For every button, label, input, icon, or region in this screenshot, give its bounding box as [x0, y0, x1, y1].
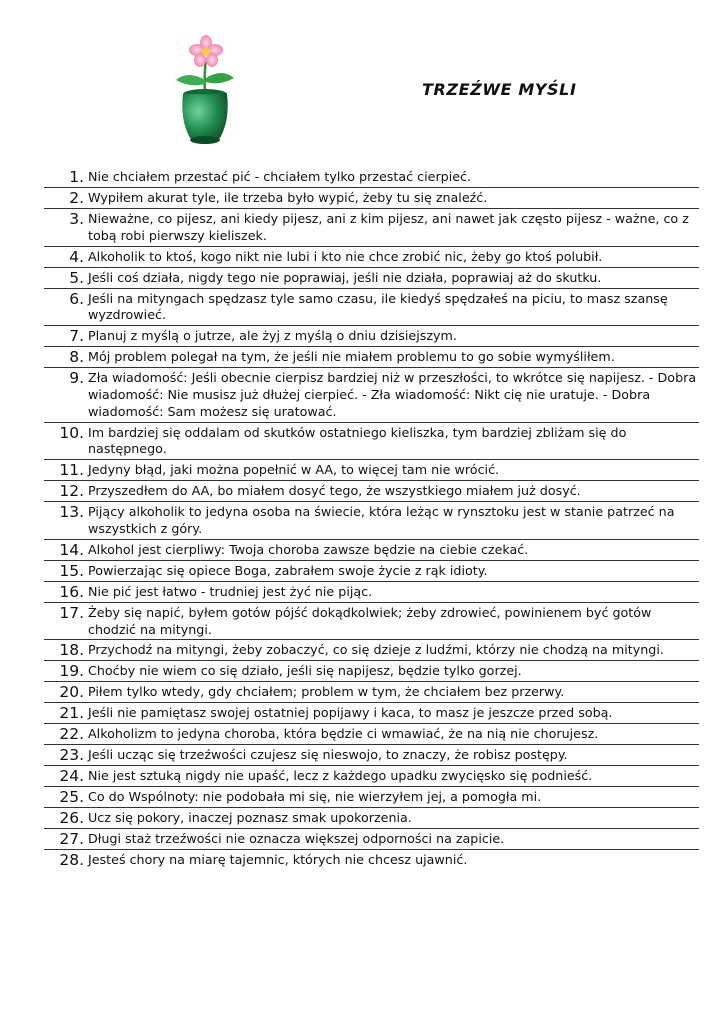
- list-item: [44, 766, 699, 787]
- item-number: 22.: [59, 725, 84, 744]
- item-number: 28.: [59, 851, 84, 870]
- list-item: [44, 661, 699, 682]
- item-number: 10.: [59, 423, 84, 442]
- list-item: [44, 423, 699, 461]
- list-item: [44, 289, 699, 327]
- item-text: Przyszedłem do AA, bo miałem dosyć tego, że wszystkiego miałem już dosyć.: [88, 483, 581, 499]
- list-item: [44, 460, 699, 481]
- item-number: 20.: [59, 683, 84, 702]
- item-number: 4.: [69, 247, 84, 266]
- item-number: 7.: [69, 327, 84, 346]
- item-text: Długi staż trzeźwości nie oznacza większej odporności na zapicie.: [88, 831, 505, 847]
- item-text: Nieważne, co pijesz, ani kiedy pijesz, ani z kim pijesz, ani nawet jak często pijesz - ważne, co z tobą robi pierwszy kieliszek.: [88, 211, 689, 243]
- list-item: [44, 347, 699, 368]
- item-text: Nie jest sztuką nigdy nie upaść, lecz z każdego upadku zwycięsko się podnieść.: [88, 768, 593, 784]
- item-text: Jedyny błąd, jaki można popełnić w AA, to więcej tam nie wrócić.: [88, 462, 500, 478]
- item-number: 16.: [59, 582, 84, 601]
- list-item: [44, 640, 699, 661]
- item-number: 25.: [59, 788, 84, 807]
- item-text: Jeśli na mityngach spędzasz tyle samo czasu, ile kiedyś spędzałeś na piciu, to masz szansę wyzdrowieć.: [88, 290, 668, 323]
- item-number: 13.: [59, 503, 84, 522]
- list-item: [44, 481, 699, 502]
- quotes-list: [44, 167, 699, 870]
- item-number: 6.: [69, 289, 84, 308]
- item-number: 14.: [59, 540, 84, 559]
- item-number: 2.: [69, 189, 84, 207]
- item-text: Pijący alkoholik to jedyna osoba na świecie, która leżąc w rynsztoku jest w stanie patrzeć na wszystkich z góry.: [88, 504, 675, 536]
- item-number: 8.: [69, 348, 84, 367]
- list-item: [44, 703, 699, 724]
- item-text: Wypiłem akurat tyle, ile trzeba było wypić, żeby tu się znaleźć.: [88, 190, 488, 205]
- list-item: [44, 582, 699, 603]
- list-item: [44, 603, 699, 641]
- item-number: 9.: [69, 369, 84, 388]
- item-number: 23.: [59, 746, 84, 765]
- item-text: Nie pić jest łatwo - trudniej jest żyć nie pijąc.: [88, 583, 373, 599]
- list-item: [44, 326, 699, 347]
- list-item: [44, 209, 699, 247]
- item-text: Choćby nie wiem co się działo, jeśli się napijesz, będzie tylko gorzej.: [88, 663, 522, 679]
- list-item: [44, 188, 699, 209]
- list-item: [44, 682, 699, 703]
- item-text: Powierzając się opiece Boga, zabrałem swoje życie z rąk idioty.: [88, 562, 488, 578]
- list-item: [44, 745, 699, 766]
- item-number: 24.: [59, 767, 84, 786]
- item-number: 15.: [59, 561, 84, 580]
- item-text: Zła wiadomość: Jeśli obecnie cierpisz bardziej niż w przeszłości, to wkrótce się napijesz. - Dobra wiadomość: Nie musisz już dłużej cierpieć. - Zła wiadomość: Nikt cię nie uratuje. - Dobra wiadomość: Sam możesz się uratować.: [88, 370, 697, 419]
- item-text: Im bardziej się oddalam od skutków ostatniego kieliszka, tym bardziej zbliżam się do następnego.: [88, 424, 627, 457]
- item-text: Alkohol jest cierpliwy: Twoja choroba zawsze będzie na ciebie czekać.: [88, 541, 529, 557]
- item-text: Mój problem polegał na tym, że jeśli nie miałem problemu to go sobie wymyśliłem.: [88, 349, 615, 365]
- item-text: Alkoholizm to jedyna choroba, która będzie ci wmawiać, że na nią nie chorujesz.: [88, 726, 599, 742]
- item-number: 26.: [59, 809, 84, 828]
- list-item: [44, 268, 699, 289]
- item-number: 3.: [69, 210, 84, 228]
- item-text: Przychodź na mityngi, żeby zobaczyć, co się dzieje z ludźmi, którzy nie chodzą na mityngi.: [88, 642, 664, 658]
- item-text: Ucz się pokory, inaczej poznasz smak upokorzenia.: [88, 810, 412, 826]
- item-number: 27.: [59, 830, 84, 849]
- list-item: [44, 167, 699, 188]
- item-text: Jesteś chory na miarę tajemnic, których nie chcesz ujawnić.: [88, 852, 468, 868]
- item-number: 19.: [59, 662, 84, 681]
- item-text: Jeśli coś działa, nigdy tego nie poprawiaj, jeśli nie działa, poprawiaj aż do skutku.: [88, 269, 602, 285]
- list-item: [44, 540, 699, 561]
- flower-pot-icon: [168, 34, 240, 150]
- page-title: TRZEŹWE MYŚLI: [422, 80, 577, 99]
- list-item: [44, 724, 699, 745]
- item-number: 18.: [59, 641, 84, 660]
- item-text: Żeby się napić, byłem gotów pójść dokądkolwiek; żeby zdrowieć, powinienem być gotów chodzić na mityngi.: [88, 604, 652, 637]
- item-number: 5.: [69, 268, 84, 287]
- list-item: [44, 850, 699, 870]
- list-item: [44, 247, 699, 268]
- item-number: 17.: [59, 603, 84, 622]
- list-item: [44, 502, 699, 540]
- item-number: 11.: [59, 461, 84, 480]
- item-text: Jeśli ucząc się trzeźwości czujesz się nieswojo, to znaczy, że robisz postępy.: [88, 747, 568, 763]
- list-item: [44, 561, 699, 582]
- item-text: Co do Wspólnoty: nie podobała mi się, nie wierzyłem jej, a pomogła mi.: [88, 789, 542, 805]
- list-item: [44, 808, 699, 829]
- item-text: Nie chciałem przestać pić - chciałem tylko przestać cierpieć.: [88, 169, 472, 184]
- list-item: [44, 368, 699, 422]
- item-text: Planuj z myślą o jutrze, ale żyj z myślą o dniu dzisiejszym.: [88, 328, 457, 344]
- item-text: Jeśli nie pamiętasz swojej ostatniej popijawy i kaca, to masz je jeszcze przed sobą.: [88, 705, 613, 721]
- item-text: Piłem tylko wtedy, gdy chciałem; problem w tym, że chciałem bez przerwy.: [88, 684, 565, 700]
- item-number: 1.: [69, 168, 84, 186]
- list-item: [44, 787, 699, 808]
- item-number: 21.: [59, 704, 84, 723]
- list-item: [44, 829, 699, 850]
- item-text: Alkoholik to ktoś, kogo nikt nie lubi i kto nie chce zrobić nic, żeby go ktoś polubił.: [88, 248, 603, 264]
- item-number: 12.: [59, 482, 84, 501]
